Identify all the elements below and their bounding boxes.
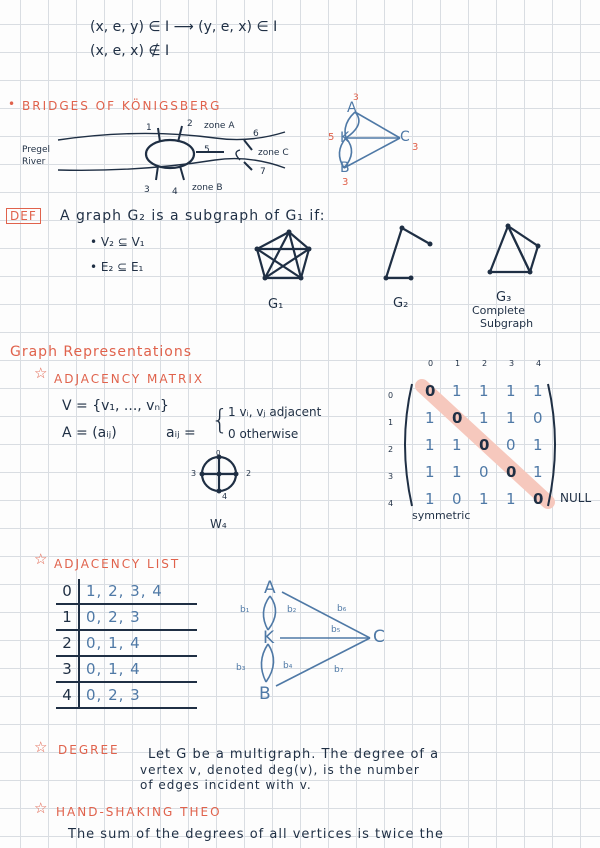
graph-node-k: K bbox=[340, 130, 350, 146]
degree-text: Let G be a multigraph. The degree of a bbox=[148, 747, 440, 762]
list-values: 1, 2, 3, 4 bbox=[86, 582, 163, 600]
star-icon: ☆ bbox=[34, 550, 48, 568]
matrix-cell: 1 bbox=[425, 463, 435, 481]
matrix-cell: 0 bbox=[452, 490, 462, 508]
matrix-cell: 1 bbox=[506, 490, 516, 508]
matrix-row-header: 1 bbox=[388, 418, 394, 427]
graph-node-c: C bbox=[373, 627, 385, 647]
matrix-def: A = (aᵢⱼ) bbox=[62, 425, 117, 441]
matrix-col-header: 4 bbox=[536, 359, 542, 368]
edge-label: b₆ bbox=[337, 604, 347, 614]
list-index: 4 bbox=[56, 682, 79, 708]
list-values: 0, 2, 3 bbox=[86, 608, 141, 626]
matrix-cell: 1 bbox=[479, 382, 489, 400]
matrix-cell: 1 bbox=[506, 382, 516, 400]
g3-label: G₃ bbox=[496, 290, 512, 305]
g2-label: G₂ bbox=[393, 296, 409, 311]
brace-icon: { bbox=[211, 403, 229, 436]
river-label: Pregel bbox=[22, 145, 51, 155]
list-index: 0 bbox=[56, 579, 79, 604]
incidence-rule: (x, e, y) ∈ I ⟶ (y, e, x) ∈ I bbox=[90, 19, 278, 35]
adj-matrix-title: ADJACENCY MATRIX bbox=[54, 372, 205, 386]
w4-node-label: 0 bbox=[216, 449, 221, 457]
aij-case: 1 vᵢ, vⱼ adjacent bbox=[228, 405, 322, 419]
matrix-cell: 0 bbox=[452, 409, 463, 427]
matrix-row-header: 3 bbox=[388, 472, 394, 481]
edge-label: b₇ bbox=[334, 665, 344, 675]
matrix-cell: 1 bbox=[479, 490, 489, 508]
matrix-cell: 0 bbox=[425, 382, 436, 400]
bridge-number: 4 bbox=[172, 187, 178, 197]
symmetric-label: symmetric bbox=[412, 509, 471, 522]
matrix-cell: 1 bbox=[533, 463, 543, 481]
matrix-cell: 1 bbox=[533, 436, 543, 454]
node-degree: 3 bbox=[353, 93, 359, 103]
matrix-cell: 1 bbox=[452, 382, 462, 400]
zone-c-label: zone C bbox=[258, 148, 289, 158]
aij-case: 0 otherwise bbox=[228, 427, 299, 441]
edge-label: b₁ bbox=[240, 605, 250, 615]
list-index: 3 bbox=[56, 656, 79, 682]
bridge-number: 6 bbox=[253, 129, 259, 139]
matrix-cell: 0 bbox=[506, 463, 517, 481]
node-degree: 5 bbox=[328, 132, 335, 143]
adj-list-title: ADJACENCY LIST bbox=[54, 557, 181, 571]
matrix-col-header: 3 bbox=[509, 359, 515, 368]
matrix-cell: 1 bbox=[452, 436, 462, 454]
degree-text: vertex v, denoted deg(v), is the number bbox=[140, 763, 420, 777]
matrix-cell: 1 bbox=[479, 409, 489, 427]
bridge-number: 2 bbox=[187, 119, 193, 129]
star-icon: ☆ bbox=[34, 738, 48, 756]
matrix-col-header: 1 bbox=[455, 359, 461, 368]
section-title: Graph Representations bbox=[10, 344, 193, 360]
null-label: NULL bbox=[560, 491, 592, 505]
matrix-cell: 0 bbox=[479, 463, 489, 481]
bridge-number: 3 bbox=[144, 185, 150, 195]
graph-node-k: K bbox=[263, 628, 275, 648]
matrix-cell: 1 bbox=[452, 463, 462, 481]
g3-caption: Subgraph bbox=[480, 317, 534, 330]
list-index: 2 bbox=[56, 630, 79, 656]
w4-node-label: 3 bbox=[191, 469, 197, 478]
matrix-cell: 1 bbox=[425, 436, 435, 454]
matrix-cell: 1 bbox=[425, 490, 435, 508]
matrix-cell: 0 bbox=[533, 490, 544, 508]
matrix-cell: 0 bbox=[533, 409, 543, 427]
matrix-col-header: 0 bbox=[428, 359, 434, 368]
graph-node-c: C bbox=[400, 129, 410, 145]
matrix-row-header: 0 bbox=[388, 391, 394, 400]
list-values: 0, 2, 3 bbox=[86, 686, 141, 704]
konigsberg-title: BRIDGES OF KÖNIGSBERG bbox=[22, 99, 222, 113]
w4-node-label: 4 bbox=[222, 492, 228, 501]
list-values: 0, 1, 4 bbox=[86, 634, 141, 652]
star-icon: ☆ bbox=[34, 364, 48, 382]
node-degree: 3 bbox=[412, 142, 419, 153]
matrix-cell: 0 bbox=[506, 436, 516, 454]
matrix-row-header: 2 bbox=[388, 445, 394, 454]
g3-caption: Complete bbox=[472, 304, 526, 317]
zone-b-label: zone B bbox=[192, 183, 223, 193]
graph-node-b: B bbox=[259, 684, 271, 704]
edge-label: b₅ bbox=[331, 625, 341, 635]
vertex-set: V = {v₁, ..., vₙ} bbox=[62, 398, 169, 414]
degree-title: DEGREE bbox=[58, 743, 120, 757]
matrix-cell: 1 bbox=[425, 409, 435, 427]
matrix-cell: 0 bbox=[479, 436, 490, 454]
bridge-number: 7 bbox=[260, 167, 266, 177]
graph-node-a: A bbox=[264, 578, 276, 598]
edge-label: b₂ bbox=[287, 605, 297, 615]
def-condition: • E₂ ⊆ E₁ bbox=[90, 260, 144, 274]
list-values: 0, 1, 4 bbox=[86, 660, 141, 678]
def-tag: DEF bbox=[6, 208, 41, 224]
graph-node-b: B bbox=[340, 160, 350, 176]
def-condition: • V₂ ⊆ V₁ bbox=[90, 235, 145, 249]
graph-node-a: A bbox=[347, 100, 357, 116]
matrix-cell: 1 bbox=[533, 382, 543, 400]
star-icon: ☆ bbox=[34, 799, 48, 817]
def-text: A graph G₂ is a subgraph of G₁ if: bbox=[60, 208, 326, 224]
w4-node-label: 2 bbox=[246, 469, 252, 478]
edge-label: b₃ bbox=[236, 663, 246, 673]
bridge-number: 5 bbox=[204, 145, 210, 155]
matrix-row-header: 4 bbox=[388, 499, 394, 508]
edge-label: b₄ bbox=[283, 661, 293, 671]
loop-rule: (x, e, x) ∉ I bbox=[90, 43, 170, 59]
bullet-icon: • bbox=[8, 97, 16, 111]
aij-def: aᵢⱼ = bbox=[166, 425, 196, 441]
g1-label: G₁ bbox=[268, 297, 284, 312]
zone-a-label: zone A bbox=[204, 121, 235, 131]
bridge-number: 1 bbox=[146, 123, 152, 133]
handshake-title: HAND-SHAKING THEO bbox=[56, 805, 222, 819]
river-label: River bbox=[22, 157, 46, 167]
w4-label: W₄ bbox=[210, 517, 227, 531]
degree-text: of edges incident with v. bbox=[140, 778, 312, 792]
list-index: 1 bbox=[56, 604, 79, 630]
matrix-cell: 1 bbox=[506, 409, 516, 427]
matrix-col-header: 2 bbox=[482, 359, 488, 368]
handshake-text: The sum of the degrees of all vertices is twice the bbox=[68, 827, 444, 842]
node-degree: 3 bbox=[342, 177, 349, 188]
